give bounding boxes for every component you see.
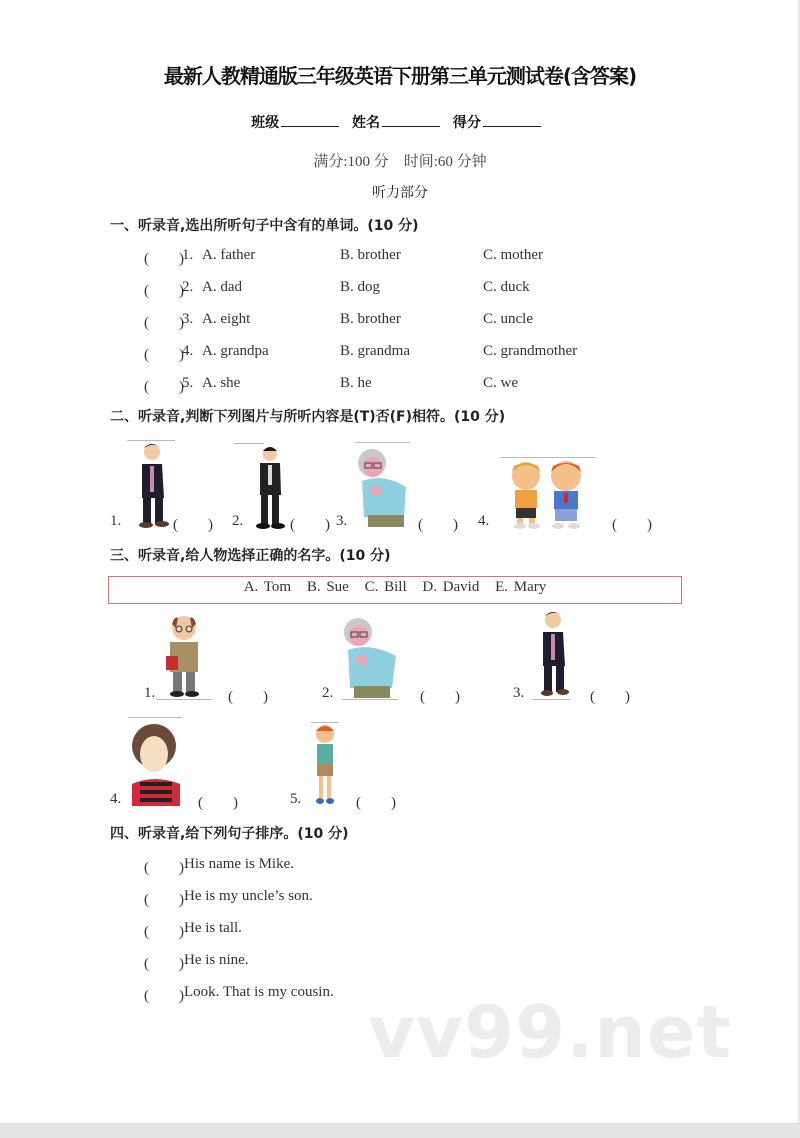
man-in-suit-thinking-picture xyxy=(130,440,178,528)
option-b: B. brother xyxy=(340,311,401,327)
class-blank[interactable] xyxy=(281,114,339,127)
page-title: 最新人教精通版三年级英语下册第三单元测试卷(含答案) xyxy=(163,64,637,88)
name-option: E. Mary xyxy=(495,579,547,595)
question-number: 5. xyxy=(182,375,194,391)
score-label: 得分 xyxy=(452,115,481,131)
option-b: B. he xyxy=(340,375,372,391)
student-info-line xyxy=(0,112,800,132)
option-a: A. eight xyxy=(202,311,251,327)
item-number: 1. xyxy=(144,685,156,701)
two-boys-waving-picture xyxy=(498,458,598,530)
option-c: C. grandmother xyxy=(483,343,578,359)
sentence-text: He is tall. xyxy=(184,920,242,936)
item-number: 2. xyxy=(232,513,244,529)
answer-paren[interactable]: ( ) xyxy=(144,860,184,876)
score-blank[interactable] xyxy=(483,114,541,127)
page-bottom-strip xyxy=(0,1123,800,1138)
section-3-title: 三、听录音,给人物选择正确的名字。(10 分) xyxy=(110,548,391,564)
grandma-with-glasses-picture xyxy=(340,612,402,700)
answer-paren[interactable]: ( ) xyxy=(144,924,184,940)
item-number: 3. xyxy=(336,513,348,529)
option-a: A. she xyxy=(202,375,241,391)
answer-paren[interactable]: ( ) xyxy=(356,795,396,811)
sentence-text: He is my uncle’s son. xyxy=(184,888,313,904)
sentence-text: Look. That is my cousin. xyxy=(184,984,334,1000)
section-4-title: 四、听录音,给下列句子排序。(10 分) xyxy=(110,826,349,842)
grandma-with-glasses-picture xyxy=(354,443,414,529)
answer-paren[interactable]: ( ) xyxy=(144,315,184,331)
answer-paren[interactable]: ( ) xyxy=(418,517,458,533)
question-number: 4. xyxy=(182,343,194,359)
name-option: A. Tom xyxy=(243,579,292,595)
answer-paren[interactable]: ( ) xyxy=(144,283,184,299)
name-option: B. Sue xyxy=(306,579,349,595)
question-number: 1. xyxy=(182,247,194,263)
answer-paren[interactable]: ( ) xyxy=(144,988,184,1004)
option-b: B. dog xyxy=(340,279,381,295)
answer-paren[interactable]: ( ) xyxy=(144,892,184,908)
answer-paren[interactable]: ( ) xyxy=(420,689,460,705)
item-number: 5. xyxy=(290,791,302,807)
name-option: C. Bill xyxy=(364,579,407,595)
item-number: 1. xyxy=(110,513,122,529)
name-option: D. David xyxy=(422,579,480,595)
item-number: 4. xyxy=(478,513,490,529)
section-2-title: 二、听录音,判断下列图片与所听内容是(T)否(F)相符。(10 分) xyxy=(110,409,506,425)
name-blank[interactable] xyxy=(382,114,440,127)
option-b: B. brother xyxy=(340,247,401,263)
question-number: 3. xyxy=(182,311,194,327)
option-b: B. grandma xyxy=(340,343,410,359)
sentence-text: His name is Mike. xyxy=(184,856,294,872)
answer-paren[interactable]: ( ) xyxy=(144,251,184,267)
name-options-box xyxy=(108,576,682,604)
boy-standing-picture xyxy=(310,722,340,806)
option-c: C. we xyxy=(483,375,518,391)
answer-paren[interactable]: ( ) xyxy=(144,379,184,395)
option-c: C. duck xyxy=(483,279,530,295)
name-label: 姓名 xyxy=(352,115,380,131)
woman-short-hair-picture xyxy=(128,718,184,806)
man-in-suit-thinking-picture xyxy=(535,608,577,698)
item-number: 2. xyxy=(322,685,334,701)
answer-paren[interactable]: ( ) xyxy=(144,956,184,972)
exam-meta: 满分:100 分 时间:60 分钟 xyxy=(313,154,487,170)
option-c: C. mother xyxy=(483,247,543,263)
answer-paren[interactable]: ( ) xyxy=(144,347,184,363)
sentence-text: He is nine. xyxy=(184,952,249,968)
item-number: 3. xyxy=(513,685,525,701)
answer-paren[interactable]: ( ) xyxy=(228,689,268,705)
item-number: 4. xyxy=(110,791,122,807)
option-c: C. uncle xyxy=(483,311,533,327)
answer-paren[interactable]: ( ) xyxy=(612,517,652,533)
option-a: A. grandpa xyxy=(202,343,269,359)
man-in-suit-standing-picture xyxy=(250,443,290,529)
grandpa-with-book-picture xyxy=(158,612,210,700)
watermark: vv99.net xyxy=(368,990,732,1074)
name-options xyxy=(109,579,681,596)
answer-paren[interactable]: ( ) xyxy=(590,689,630,705)
part-label: 听力部分 xyxy=(372,185,428,201)
answer-paren[interactable]: ( ) xyxy=(173,517,213,533)
answer-paren[interactable]: ( ) xyxy=(198,795,238,811)
answer-paren[interactable]: ( ) xyxy=(290,517,330,533)
option-a: A. father xyxy=(202,247,256,263)
class-label: 班级 xyxy=(251,115,280,131)
option-a: A. dad xyxy=(202,279,242,295)
question-number: 2. xyxy=(182,279,194,295)
section-1-title: 一、听录音,选出所听句子中含有的单词。(10 分) xyxy=(110,218,419,234)
